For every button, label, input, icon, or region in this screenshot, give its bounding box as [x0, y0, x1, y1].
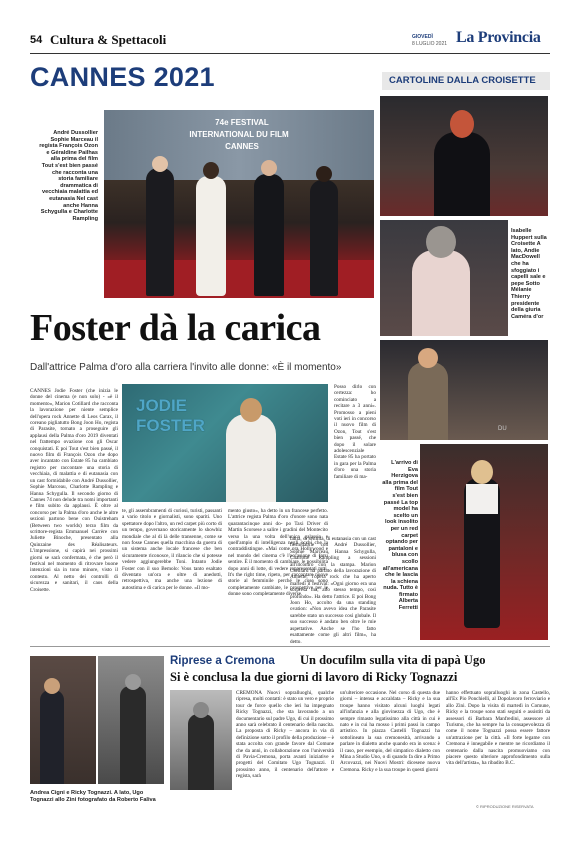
festival-sign-line2: INTERNATIONAL DU FILM — [189, 130, 289, 139]
red-carpet-photo — [104, 110, 374, 298]
bw-archive-photo — [170, 690, 232, 790]
header-date: 8 LUGLIO 2021 — [412, 41, 448, 47]
person-dussollier — [146, 168, 174, 296]
cigni-tognazzi-photo — [30, 656, 96, 784]
sidebar-header: CARTOLINE DALLA CROISETTE — [382, 72, 550, 90]
body-column-3: mento giusto», ha detto in un francese perfetto. L'attrice regista Palma d'oro d'onore sono nata quarantacinque anni do- po Taxi Driver di Martin Scorsese a salire i gradini del Montecito verso la una volta dell'unica galassia e quell'ampio di intelligenza negli occhi che la contraddistingue. «Mai come ora Hollywood e nel mondo del cinema c'è l'occasione di farsi sentire. È il momento di cambiare, le possibilità dopo anni di lotte, di vedere rappresentati tutti. It's the right time, ripeto, per raccontare nuove storie al femminile perché le cose sono completamente cambiate, le prospettive per le donne sono completamente diverse. — [228, 508, 328, 598]
herzigova-figure — [464, 478, 500, 628]
huppert-figure — [434, 132, 490, 216]
body-column-1: CANNES Jodie Foster (che inizia le donne del cinema (e non solo) - «è il momento», Marion Cotillard che racconta la lavorazione per niente semplice dell'opera rock Annette di Leos Carax, il coreano pigliatutto Bong Joon Ho, regista di Parasite, tornato a proseguire gli applausi della Palma d'oro 2019 diventati nel frattempo ovazione con gli Oscar conquistati. E poi Tout s'est bien passé, il nuovo film di François Ozon che dopo aver incantato con Estate 85 ha cambiato registro per raccontare una storia di vecchiaia, di malattia e di eutanasia con un cast formidabile con André Dussollier, Sophie Marceau, Charlotte Rampling e Hanna Schygulla. Il secondo giorno di Cannes 74 non delude tra nomi importanti e film subito da applausi. È oltre al concorso per la Palma d'oro anche le altre sezioni partono bene con Ouistreham (Between two worlds) terzo film da scrittore-regista Emmanuel Carrère con Juliette Binoche, presentato alla Quinzaine des Réalisateurs. L'impressione, si capirà nei prossimi giorni se sarà confermata, è che però il festival nel momento di ritrovare buone intenzioni sia in tono minore, visto il contesto. Al netto dei controlli di sicurezza e sanitari, il caos della Croisette. — [30, 388, 118, 593]
person-pailhas — [310, 180, 338, 296]
person-ozon — [254, 174, 284, 296]
section-title: Cultura & Spettacoli — [50, 32, 167, 47]
page-header — [30, 28, 550, 52]
masthead: La Provincia — [456, 29, 541, 46]
herzigova-photo — [420, 444, 548, 640]
bottom-column-1: CREMONA Nuovi sopralluoghi, qualche ripresa, molti contatti: è stato un vero e proprio tour de force quello che ieri ha impegnato Ricky Tognazzi, che sta lavorando a un documentario sul padre Ugo, di cui il prossimo anno sarà celebrato il centenario della nascita. La proposta di Ricky – ancora in via di definizione sotto il profilo della produzione – è stata accolta con grande favore dal Comune che da anni, in collaborazione con l'università di Pavia-Cremona, porta avanti iniziative e progetti del Comitato Ugo Tognazzi. Il prossimo anno, il centenario dell'attore e regista, sarà — [236, 690, 334, 780]
huppert-photo — [380, 96, 548, 216]
thierry-photo — [380, 340, 548, 440]
bottom-column-2: un'ulteriore occasione. Nel corso di questa due giorni – intensa e accaldata – Ricky e la sua troupe hanno visitato alcuni luoghi legati all'infanzia e alla giovinezza di Ugo, che è sempre rimasto legatissimo alla città in cui è nato e in cui ha mosso i primi passi in campo artistico. In piazza Castelli Tognazzi ha sottolineato la sua cremonesità, arrivando a parlare in dialetto anche quando era in scena: è il caso, per esempio, del simpatico dialetto con Mina a Studio Uno, o di quando fa dire a Primo Arcovazzi, nei Nuovi Mostri: dicesene nuova Cremona. Ricky e la sua troupe in questi giorni — [340, 690, 440, 773]
bottom-photo-caption: Andrea Cigni e Ricky Tognazzi. A lato, Ugo Tognazzi allo Zini fotografato da Roberto Faliva — [30, 790, 156, 803]
bottom-separator — [30, 646, 550, 647]
tognazzi-figure — [120, 686, 146, 784]
jodie-foster-figure — [226, 414, 276, 502]
tognazzi-zini-photo — [98, 656, 164, 784]
body-column-4b: lattia, di senilità, di eutanasia con un cast formidabile con André Dussollier, Sophie Marceau, Hanna Schygulla, Charlotte Rampling a sessioni all'incontro con la stampa. Marion Cotillard ha parlato della lavorazione di Annette, l'opera rock che ha aperto martedì il festival: «Ogni giorno era una sorpresa ma, allo stesso tempo, così profondo». Ha detto l'attrice. E poi Bong Joon Ho, accolto da una standing ovation: «Non avevo idea che Parasite sarebbe stato un successo così globale. Il suo successo è andato ben oltre le mie aspettative. Anche se l'ho fatto esattamente come gli altri film», ha detto. — [290, 536, 376, 645]
bottom-column-3: hanno effettuato sopralluoghi in zona Castello, all'Ex Pio Ponchielli, al Dopolavoro ferroviario e allo Zini. Dopo la visita di martedì in Comune, Ricky e la troupe sono stati seguiti e assistiti da assessori di Barbara Manfredini, assessore al Turismo, che ha sempre ha la consapevolezza di come il nome Tognazzi possa essere fattore un'attrazione per la città. «Il forte legame con Cremona è innegabile e mentre ne ricordiamo il centenario dalla nascita promuoviamo con piacere questo ulteriore approfondimento sulla vita dell'artista», ha ribadito B.C. — [446, 690, 550, 767]
archive-figure — [188, 714, 214, 790]
cigni-figure — [40, 690, 64, 784]
header-day: GIOVEDÌ — [412, 34, 433, 40]
macdowell-figure — [412, 250, 470, 336]
person-marceau — [196, 176, 226, 296]
headline: Foster dà la carica — [30, 307, 321, 349]
bottom-headline-2: Si è conclusa la due giorni di lavoro di Ricky Tognazzi — [170, 670, 458, 684]
copyright-notice: © RIPRODUZIONE RISERVATA — [476, 804, 534, 809]
sidebar-caption-2: L'arrivo di Eva Herzigova alla prima del film Tout s'est bien passé La top model ha scelto un look insolito per un red carpet optando per pantaloni e blusa con scollo all'americana che le lascia la schiena nuda. Tutto è firmato Alberta Ferretti — [382, 460, 418, 612]
sidebar-caption-1: Isabelle Huppert sulla Croisette A lato, Andie MacDowell che ha sfoggiato i capelli sale e pepe Sotto Mélanie Thierry presidente della giuria Caméra d'or — [511, 228, 547, 320]
section-kicker: CANNES 2021 — [30, 62, 215, 92]
body-column-2: te, gli assembramenti di curiosi, turisti, passanti a vario titolo e giornalisti, sono spariti. Uno spettatore dopo l'altro, un red carpet più corto di un tempo, governano storicamente lo showbiz mondiale che al di là delle transenne, come se non fosse Cannes quella macchina da guerra di un sistema anche locale francese che ben sicuramente riconosce, il rilancio che si potesse vedere aggiungerebbe Toni. Intanto Jodie Foster con il suo Bemolo: Vous tanto esaltato diventato un'ora e oltre di anedotti, retrospettiva, ma anche una lezione di autostima e di carica per le donne. «Il mo- — [122, 508, 222, 591]
thierry-figure — [408, 362, 448, 440]
header-rule — [30, 53, 550, 54]
festival-sign-line1: 74e FESTIVAL — [215, 118, 269, 127]
jodie-foster-card: JODIE FOSTER — [136, 396, 205, 435]
subheadline: Dall'attrice Palma d'oro alla carriera l'invito alle donne: «È il momento» — [30, 362, 342, 373]
main-photo-caption: André Dussollier Sophie Marceau il regista François Ozon e Géraldine Pailhas alla prima del film Tout s'est bien passé che racconta una storia familiare drammatica di vecchiaia malattia ed eutanasia Nel cast anche Hanna Schygulla e Charlotte Rampling — [39, 130, 98, 222]
macdowell-photo — [380, 220, 508, 336]
body-column-4a: Posso dirlo con certezza: ho cominciato a recitare a 3 anni». Promosso a pieni voti ieri in concorso il nuovo film di Ozon, Tout s'est bien passé, che dopo il solare adolescenziale Estate 85 ha portato in gara per la Palma d'oro una storia familiare di ma- — [334, 384, 376, 480]
bottom-headline-1: Un docufilm sulla vita di papà Ugo — [300, 653, 486, 667]
jodie-foster-photo — [122, 384, 328, 502]
festival-sign-line3: CANNES — [225, 142, 259, 151]
bottom-kicker: Riprese a Cremona — [170, 655, 275, 667]
thierry-mini-label: DU — [498, 426, 507, 432]
page-number: 54 — [30, 34, 43, 46]
